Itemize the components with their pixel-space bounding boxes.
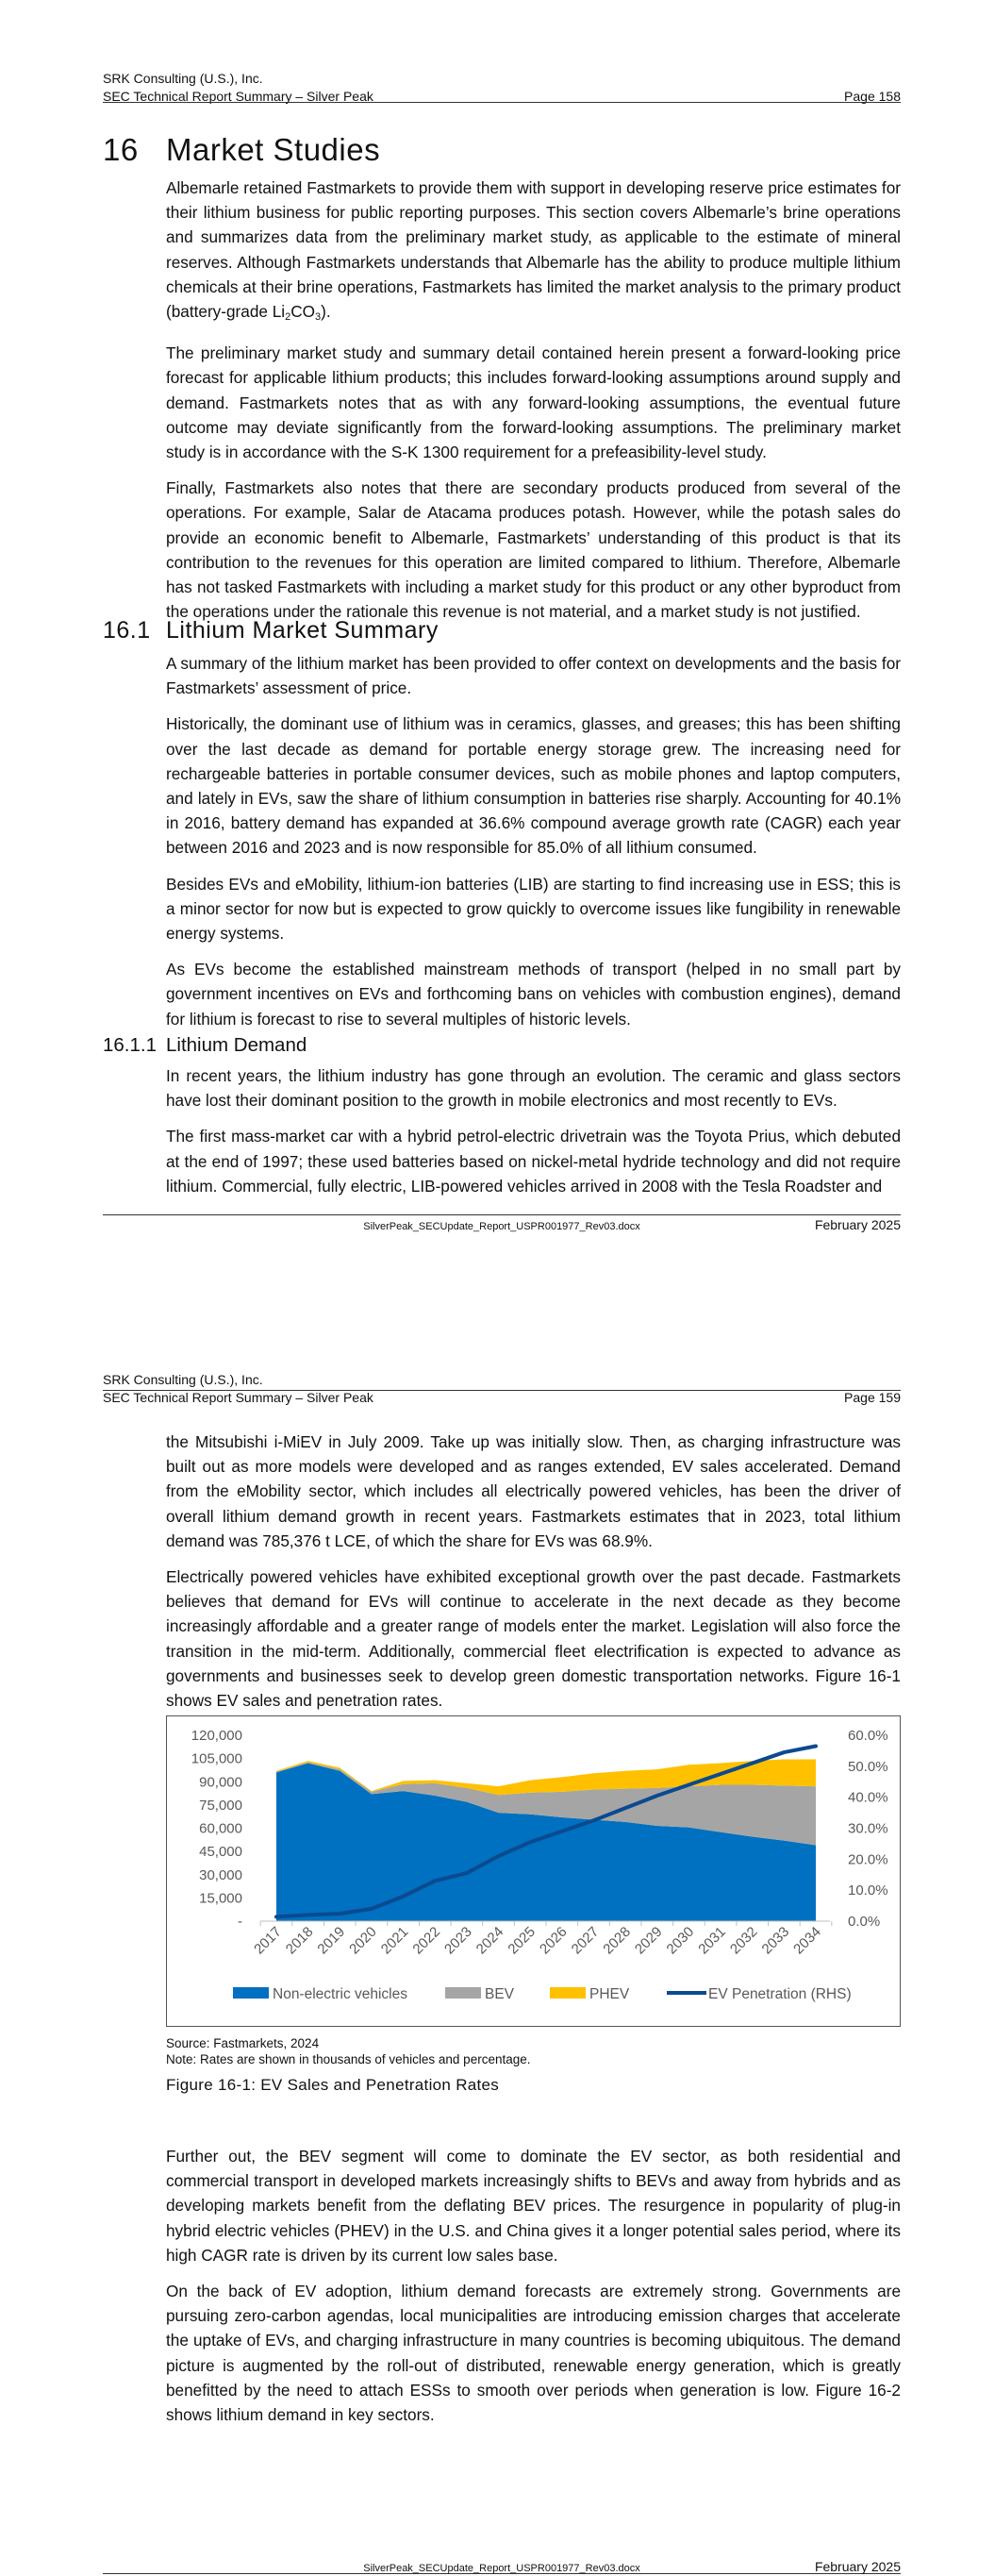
section-heading-16-1-1 bbox=[103, 1034, 307, 1057]
paragraph: As EVs become the established mainstream methods of transport (helped in no small part by government incentives on EVs and forthcoming bans on vehicles with combustion engines), demand for lithium is forecast to rise to several multiples of historic levels. bbox=[166, 960, 901, 1029]
y-tick-label: 45,000 bbox=[199, 1844, 242, 1861]
chart-svg bbox=[167, 1716, 899, 2025]
figure-caption: Figure 16-1: EV Sales and Penetration Rates bbox=[166, 2076, 500, 2094]
ev-sales-chart bbox=[166, 1715, 901, 2027]
intro-section bbox=[166, 176, 901, 635]
heading-title: Lithium Market Summary bbox=[166, 617, 439, 644]
bev-section bbox=[166, 2144, 901, 2438]
source-text: Source: Fastmarkets, 2024 bbox=[166, 2036, 320, 2050]
footer-date: February 2025 bbox=[814, 2559, 901, 2574]
x-tick-label: 2029 bbox=[631, 1923, 666, 1958]
x-tick-label: 2021 bbox=[377, 1923, 412, 1958]
legend-label: BEV bbox=[485, 1986, 515, 2002]
x-tick-label: 2022 bbox=[409, 1923, 444, 1958]
page-header-159 bbox=[103, 1371, 901, 1407]
x-tick-label: 2017 bbox=[251, 1923, 285, 1958]
paragraph: A summary of the lithium market has been provided to offer context on developments and the basis for Fastmarkets’ assessment of price. bbox=[166, 654, 901, 698]
x-tick-label: 2023 bbox=[441, 1923, 475, 1958]
header-report-title: SEC Technical Report Summary – Silver Peak bbox=[103, 1390, 373, 1405]
paragraph: Albemarle retained Fastmarkets to provide them with support in developing reserve price estimates for their lithium business for public reporting purposes. This section covers Albemarle’s brine operations and summarizes data from the preliminary market study, as applicable to the estimate of mineral reserves. Although Fastmarkets understands that Albemarle has the ability to produce multiple lithium chemicals at their brine operations, Fastmarkets has limited the market analysis to the primary product (battery-grade Li2CO3). bbox=[166, 178, 901, 324]
paragraph: Besides EVs and eMobility, lithium-ion batteries (LIB) are starting to find increasing use in ESS; this is a minor sector for now but is expected to grow quickly to overcome issues like fungibility in renewable energy systems. bbox=[166, 874, 901, 944]
y2-tick-label: 10.0% bbox=[848, 1882, 888, 1899]
y-tick-label: 90,000 bbox=[199, 1774, 242, 1791]
footer-rule bbox=[103, 1214, 901, 1215]
x-tick-label: 2030 bbox=[663, 1923, 698, 1958]
legend-label: Non-electric vehicles bbox=[273, 1986, 407, 2002]
x-tick-label: 2025 bbox=[505, 1923, 539, 1958]
y-tick-label: - bbox=[238, 1914, 242, 1930]
market-summary-section bbox=[166, 651, 901, 1043]
x-tick-label: 2028 bbox=[600, 1923, 634, 1958]
paragraph: Historically, the dominant use of lithium was in ceramics, glasses, and greases; this has been shifting over the last decade as demand for portable energy storage grew. The increasing need for rechargeable batteries in portable consumer devices, such as mobile phones and laptop computers, and lately in EVs, saw the share of lithium consumption in batteries rise sharply. Accounting for 40.1% in 2016, battery demand has expanded at 36.6% compound average growth rate (CAGR) each year between 2016 and 2023 and is now responsible for 85.0% of all lithium consumed. bbox=[166, 714, 901, 858]
x-tick-label: 2027 bbox=[568, 1923, 603, 1958]
heading-number: 16 bbox=[103, 132, 139, 167]
x-tick-label: 2026 bbox=[537, 1923, 571, 1958]
paragraph: In recent years, the lithium industry has gone through an evolution. The ceramic and glass sectors have lost their dominant position to the growth in mobile electronics and most recently to EVs. bbox=[166, 1066, 901, 1111]
paragraph: the Mitsubishi i-MiEV in July 2009. Take up was initially slow. Then, as charging infrastructure was built out as more models were developed and as ranges extended, EV sales accelerated. Demand from the eMobility sector, which includes all electrically powered vehicles, has been the driver of overall lithium demand growth in recent years. Fastmarkets estimates that in 2023, total lithium demand was 785,376 t LCE, of which the share for EVs was 68.9%. bbox=[166, 1432, 901, 1550]
x-tick-label: 2031 bbox=[695, 1923, 729, 1958]
note-text: Note: Rates are shown in thousands of vehicles and percentage. bbox=[166, 2052, 531, 2066]
footer-filename: SilverPeak_SECUpdate_Report_USPR001977_Rev03.docx bbox=[363, 1221, 640, 1232]
page-number: Page 158 bbox=[844, 89, 901, 104]
y-tick-label: 60,000 bbox=[199, 1820, 242, 1837]
paragraph: Finally, Fastmarkets also notes that there are secondary products produced from several of the operations. For example, Salar de Atacama produces potash. However, while the potash sales do provide an economic benefit to Albemarle, Fastmarkets’ understanding of this product is that its contribution to the revenues for this operation are limited compared to lithium. Therefore, Albemarle has not tasked Fastmarkets with including a market study for this product or any other byproduct from the operations under the rationale this revenue is not material, and a market study is not justified. bbox=[166, 478, 901, 622]
x-tick-label: 2034 bbox=[790, 1923, 824, 1958]
figure-source bbox=[166, 2035, 531, 2067]
x-tick-label: 2032 bbox=[726, 1923, 761, 1958]
x-tick-label: 2020 bbox=[346, 1923, 380, 1958]
y2-tick-label: 50.0% bbox=[848, 1758, 888, 1775]
paragraph: Further out, the BEV segment will come to dominate the EV sector, as both residential and commercial transport in developed markets increasingly shifts to BEVs and away from hybrids and as developing markets benefit from the deflating BEV prices. The resurgence in popularity of plug-in hybrid electric vehicles (PHEV) in the U.S. and China gives it a longer potential sales period, where its high CAGR rate is driven by its current low sales base. bbox=[166, 2147, 901, 2265]
legend-swatch bbox=[233, 1987, 269, 1999]
section-heading-16 bbox=[103, 132, 380, 168]
y2-tick-label: 60.0% bbox=[848, 1728, 888, 1744]
header-report-title: SEC Technical Report Summary – Silver Peak bbox=[103, 89, 373, 104]
x-tick-label: 2024 bbox=[473, 1923, 507, 1958]
y2-tick-label: 40.0% bbox=[848, 1789, 888, 1806]
legend-swatch bbox=[550, 1987, 586, 1999]
y-tick-label: 105,000 bbox=[191, 1750, 242, 1767]
y-tick-label: 30,000 bbox=[199, 1866, 242, 1883]
y2-tick-label: 20.0% bbox=[848, 1851, 888, 1868]
paragraph: On the back of EV adoption, lithium demand forecasts are extremely strong. Governments are pursuing zero-carbon agendas, local municipalities are introducing emission charges that accelerate the uptake of EVs, and charging infrastructure in many countries is becoming ubiquitous. The demand picture is augmented by the roll-out of distributed, renewable energy generation, which is greatly benefitted by the need to attach ESSs to smooth over periods when generation is low. Figure 16-2 shows lithium demand in key sectors. bbox=[166, 2282, 901, 2425]
legend-swatch bbox=[445, 1987, 481, 1999]
header-rule bbox=[103, 1390, 901, 1391]
legend-label: PHEV bbox=[589, 1986, 630, 2002]
y2-tick-label: 30.0% bbox=[848, 1820, 888, 1837]
heading-number: 16.1.1 bbox=[103, 1034, 157, 1056]
paragraph: The preliminary market study and summary detail contained herein present a forward-looking price forecast for applicable lithium products; this includes forward-looking assumptions around supply and demand. Fastmarkets notes that as with any forward-looking assumptions, the eventual future outcome may deviate significantly from the forward-looking assumptions. The preliminary market study is in accordance with the S-K 1300 requirement for a prefeasibility-level study. bbox=[166, 343, 901, 462]
header-company: SRK Consulting (U.S.), Inc. bbox=[103, 71, 263, 86]
heading-number: 16.1 bbox=[103, 617, 151, 644]
y-tick-label: 15,000 bbox=[199, 1890, 242, 1907]
x-tick-label: 2033 bbox=[758, 1923, 793, 1958]
lithium-demand-section bbox=[166, 1063, 901, 1210]
section-heading-16-1 bbox=[103, 617, 439, 644]
footer-date: February 2025 bbox=[814, 1217, 901, 1232]
header-rule bbox=[103, 102, 901, 103]
page-number: Page 159 bbox=[844, 1390, 901, 1405]
ev-section bbox=[166, 1430, 901, 1724]
x-tick-label: 2018 bbox=[282, 1923, 317, 1958]
y-tick-label: 75,000 bbox=[199, 1797, 242, 1814]
paragraph: The first mass-market car with a hybrid petrol-electric drivetrain was the Toyota Prius, which debuted at the end of 1997; these used batteries based on nickel-metal hydride technology and did not require lithium. Commercial, fully electric, LIB-powered vehicles arrived in 2008 with the Tesla Roadster and bbox=[166, 1127, 901, 1196]
legend-label: EV Penetration (RHS) bbox=[708, 1986, 852, 2002]
footer-filename: SilverPeak_SECUpdate_Report_USPR001977_Rev03.docx bbox=[363, 2563, 640, 2574]
heading-title: Market Studies bbox=[166, 132, 381, 167]
header-company: SRK Consulting (U.S.), Inc. bbox=[103, 1372, 263, 1387]
paragraph: Electrically powered vehicles have exhibited exceptional growth over the past decade. Fastmarkets believes that demand for EVs will continue to accelerate in the next decade as they become increasingly affordable and a greater range of models enter the market. Legislation will also force the transition in the mid-term. Additionally, commercial fleet electrification is expected to advance as governments and businesses seek to develop green domestic transportation networks. Figure 16-1 shows EV sales and penetration rates. bbox=[166, 1567, 901, 1711]
y2-tick-label: 0.0% bbox=[848, 1914, 881, 1930]
y-tick-label: 120,000 bbox=[191, 1728, 242, 1744]
heading-title: Lithium Demand bbox=[166, 1034, 307, 1056]
page-header-158 bbox=[103, 70, 901, 106]
x-tick-label: 2019 bbox=[314, 1923, 349, 1958]
